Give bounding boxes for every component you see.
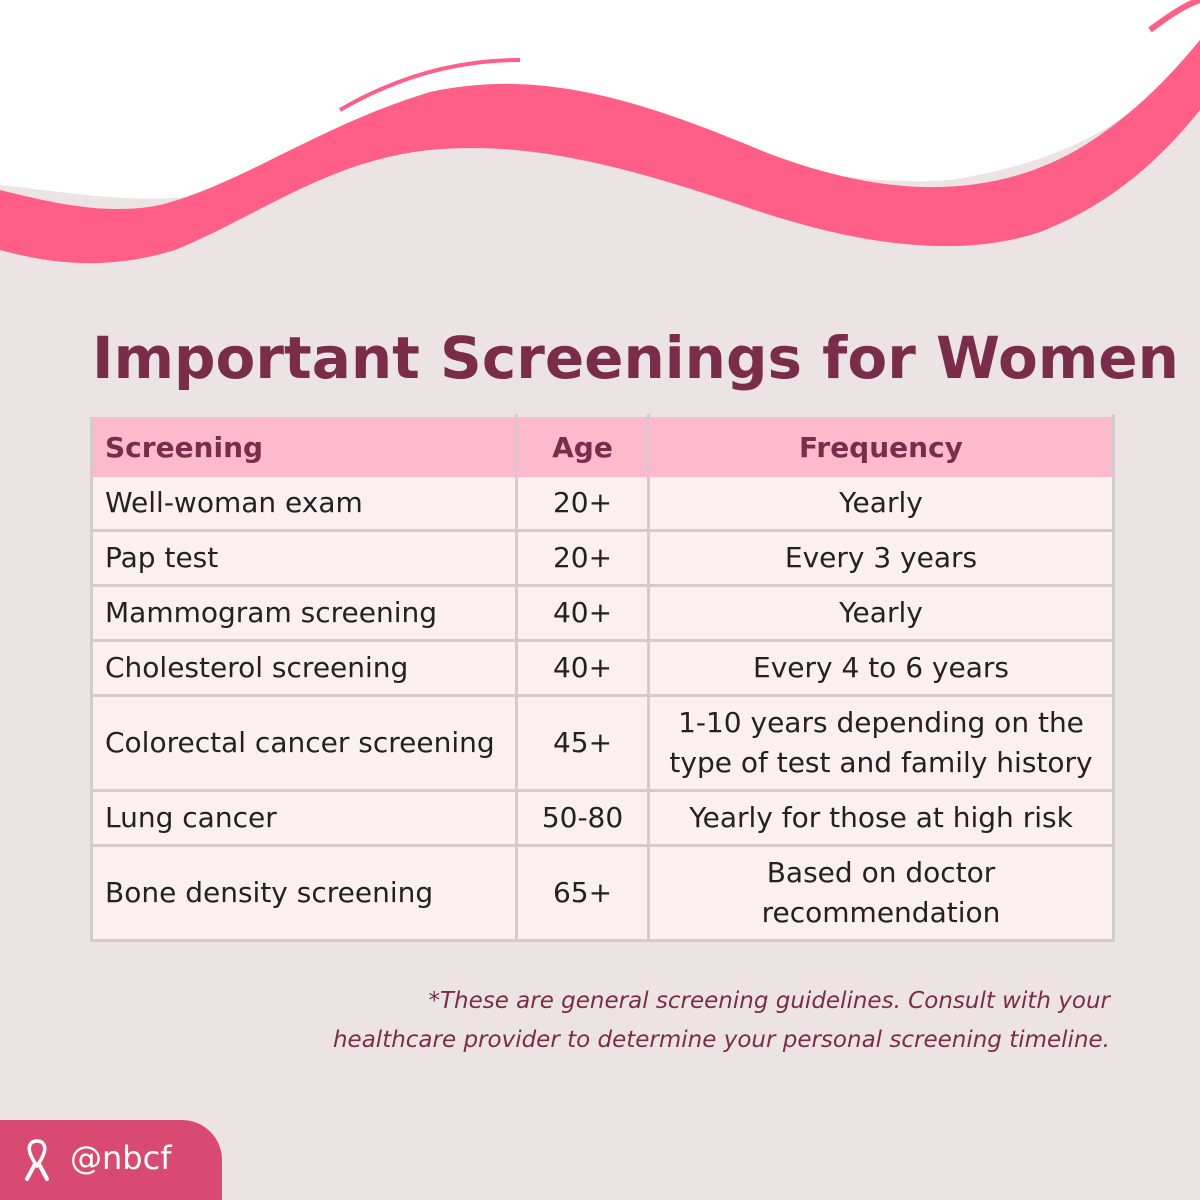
header-age: Age xyxy=(517,416,649,476)
cell-age: 40+ xyxy=(517,641,649,696)
cell-frequency: 1-10 years depending on the type of test and family history xyxy=(649,696,1114,791)
cell-frequency: Yearly for those at high risk xyxy=(649,791,1114,846)
social-handle-tab xyxy=(0,1120,222,1200)
table-row xyxy=(92,586,1114,641)
table-row xyxy=(92,791,1114,846)
footnote-line-2: healthcare provider to determine your personal screening timeline. xyxy=(332,1027,1110,1053)
cell-age: 20+ xyxy=(517,531,649,586)
cell-frequency: Yearly xyxy=(649,476,1114,531)
table-row xyxy=(92,476,1114,531)
cell-frequency: Yearly xyxy=(649,586,1114,641)
decorative-wave xyxy=(0,0,1200,300)
cell-age: 50-80 xyxy=(517,791,649,846)
cell-frequency: Based on doctor recommendation xyxy=(649,846,1114,941)
footnote xyxy=(120,982,1110,1060)
footnote-line-1: *These are general screening guidelines. Consult with your xyxy=(428,988,1110,1014)
table-row xyxy=(92,846,1114,941)
cell-age: 20+ xyxy=(517,476,649,531)
cell-frequency: Every 4 to 6 years xyxy=(649,641,1114,696)
table-header-row xyxy=(92,416,1114,476)
cell-screening: Well-woman exam xyxy=(92,476,517,531)
social-handle-text: @nbcf xyxy=(70,1139,172,1177)
ribbon-icon xyxy=(22,1138,52,1182)
cell-age: 40+ xyxy=(517,586,649,641)
page-title: Important Screenings for Women xyxy=(92,324,1179,392)
header-frequency: Frequency xyxy=(649,416,1114,476)
cell-screening: Lung cancer xyxy=(92,791,517,846)
cell-frequency: Every 3 years xyxy=(649,531,1114,586)
table-row xyxy=(92,641,1114,696)
table-row xyxy=(92,531,1114,586)
screenings-table xyxy=(90,414,1115,942)
cell-screening: Pap test xyxy=(92,531,517,586)
cell-screening: Mammogram screening xyxy=(92,586,517,641)
cell-screening: Cholesterol screening xyxy=(92,641,517,696)
cell-screening: Colorectal cancer screening xyxy=(92,696,517,791)
cell-age: 65+ xyxy=(517,846,649,941)
header-screening: Screening xyxy=(92,416,517,476)
cell-screening: Bone density screening xyxy=(92,846,517,941)
table-row xyxy=(92,696,1114,791)
cell-age: 45+ xyxy=(517,696,649,791)
